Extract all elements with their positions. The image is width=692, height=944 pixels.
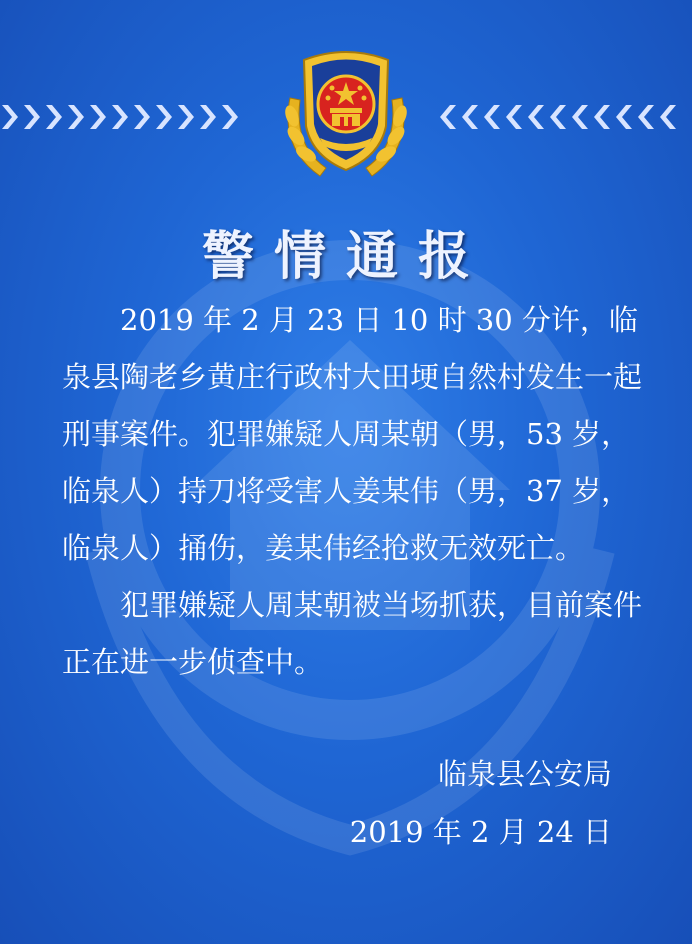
notice-paragraph: 犯罪嫌疑人周某朝被当场抓获，目前案件正在进一步侦查中。 [62,588,643,679]
notice-body [62,292,642,691]
chevron-pattern-icon [438,97,688,137]
right-chevron-decoration [438,92,688,142]
chevron-pattern-icon [0,97,250,137]
left-chevron-decoration [0,92,250,142]
issue-date: 2019 年 2 月 24 日 [349,815,612,849]
notice-paragraph: 2019 年 2 月 23 日 10 时 30 分许，临泉县陶老乡黄庄行政村大田埂自然村发生一起刑事案件。犯罪嫌疑人周某朝（男，53 岁，临泉人）持刀将受害人姜某伟（男，37 岁，临泉人）捅伤，姜某伟经抢救无效死亡。 [62,303,643,565]
police-emblem-icon [270,38,422,188]
issuing-organization: 临泉县公安局 [437,757,612,791]
page-title: 警情通报 [201,227,490,287]
